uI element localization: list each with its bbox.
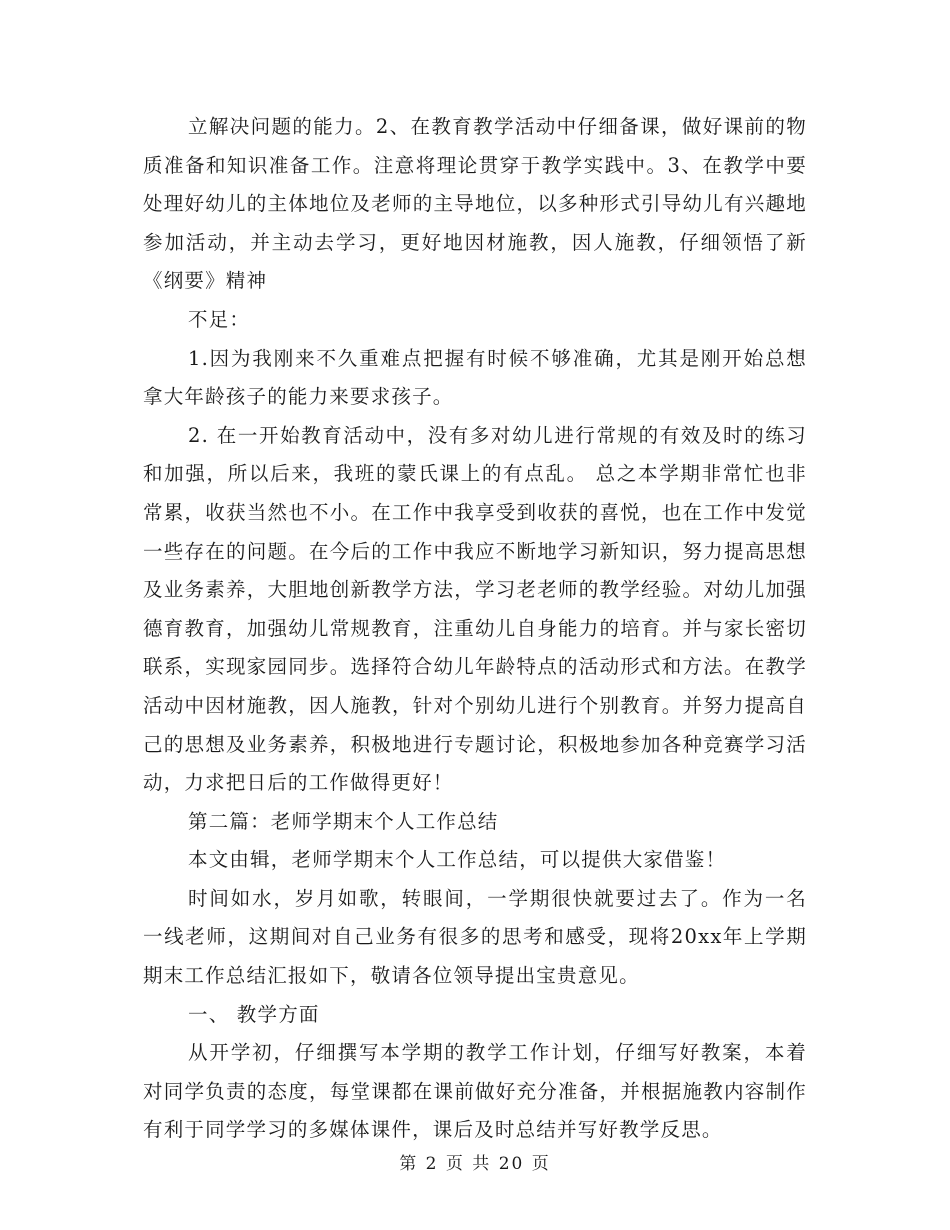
body-paragraph-1: 立解决问题的能力。2、在教育教学活动中仔细备课，做好课前的物质准备和知识准备工作。注意将理论贯穿于教学实践中。3、在教学中要处理好幼儿的主体地位及老师的主导地位，以多种形式引导幼儿有兴趣地参加活动，并主动去学习，更好地因材施教，因人施教，仔细领悟了新《纲要》精神: [143, 115, 807, 293]
shortcoming-item-1: 1.因为我刚来不久重难点把握有时候不够准确，尤其是刚开始总想拿大年龄孩子的能力来要求孩子。: [143, 346, 807, 409]
document-body: [143, 108, 807, 1150]
section-heading-part-two: 第二篇：老师学期末个人工作总结: [188, 809, 499, 833]
intro-note: 本文由辑，老师学期末个人工作总结，可以提供大家借鉴！: [188, 848, 727, 872]
body-paragraph-teaching: 从开学初，仔细撰写本学期的教学工作计划，仔细写好教案，本着对同学负责的态度，每堂课都在课前做好充分准备，并根据施教内容制作有利于同学学习的多媒体课件，课后及时总结并写好教学反思。: [143, 1041, 807, 1142]
body-paragraph-intro: 时间如水，岁月如歌，转眼间，一学期很快就要过去了。作为一名一线老师，这期间对自己业务有很多的思考和感受，现将20xx年上学期期末工作总结汇报如下，敬请各位领导提出宝贵意见。: [143, 886, 807, 988]
page-footer: 第 2 页 共 20 页: [399, 1154, 551, 1174]
subheading-teaching: 一、 教学方面: [188, 1002, 320, 1026]
section-label-shortcomings: 不足：: [188, 307, 251, 331]
shortcoming-item-2: 2. 在一开始教育活动中，没有多对幼儿进行常规的有效及时的练习和加强，所以后来，我班的蒙氏课上的有点乱。 总之本学期非常忙也非常累，收获当然也不小。在工作中我享受到收获的喜悦，也在工作中发觉一些存在的问题。在今后的工作中我应不断地学习新知识，努力提高思想及业务素养，大胆地创新教学方法，学习老老师的教学经验。对幼儿加强德育教育，加强幼儿常规教育，注重幼儿自身能力的培育。并与家长密切联系，实现家园同步。选择符合幼儿年龄特点的活动形式和方法。在教学活动中因材施教，因人施教，针对个别幼儿进行个别教育。并努力提高自己的思想及业务素养，积极地进行专题讨论，积极地参加各种竞赛学习活动，力求把日后的工作做得更好！: [143, 423, 807, 795]
